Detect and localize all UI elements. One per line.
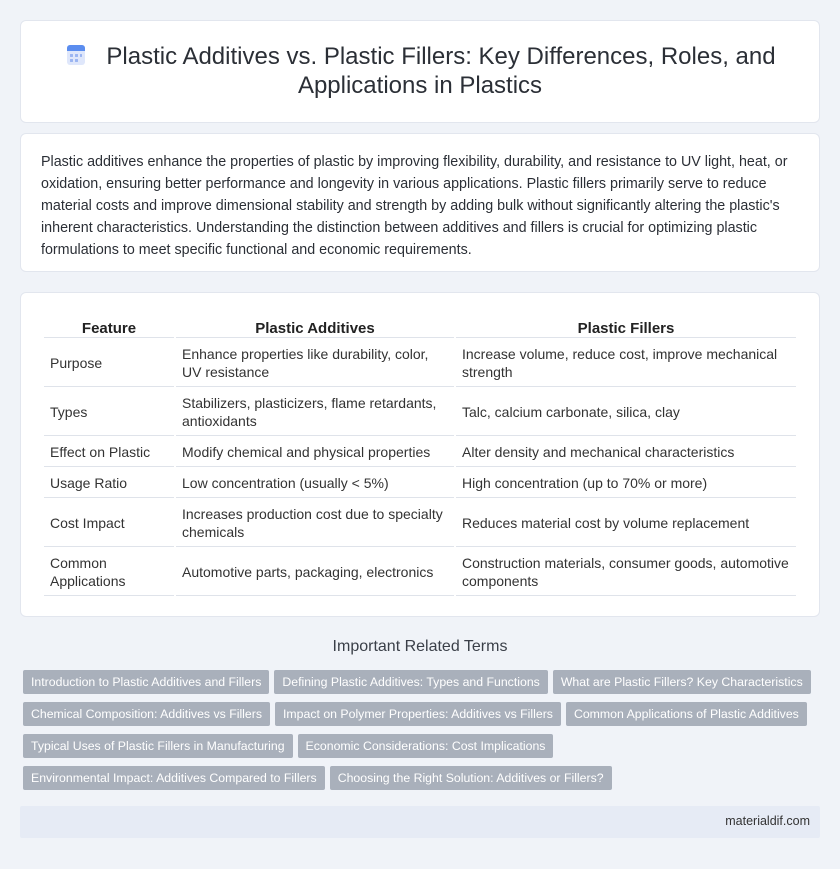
related-tag[interactable]: Chemical Composition: Additives vs Fillers: [23, 702, 270, 726]
related-tag[interactable]: Economic Considerations: Cost Implications: [298, 734, 554, 758]
title-card: [20, 20, 820, 123]
related-tag[interactable]: Defining Plastic Additives: Types and Functions: [274, 670, 547, 694]
table-row: [44, 389, 796, 436]
related-terms-title: Important Related Terms: [332, 638, 508, 655]
table-row: [44, 340, 796, 387]
table-row: [44, 500, 796, 547]
additives-cell: Enhance properties like durability, color, UV resistance: [176, 340, 454, 387]
feature-cell: Usage Ratio: [44, 469, 174, 498]
feature-cell: Cost Impact: [44, 500, 174, 547]
footer-site-link[interactable]: materialdif.com: [725, 814, 810, 828]
feature-cell: Types: [44, 389, 174, 436]
related-tag[interactable]: Introduction to Plastic Additives and Fillers: [23, 670, 269, 694]
title-line-1: Plastic Additives vs. Plastic Fillers: Key Differences, Roles, and: [106, 43, 776, 70]
header-feature: Feature: [44, 315, 174, 338]
title-line-2: Applications in Plastics: [297, 72, 543, 99]
table-row: [44, 549, 796, 596]
additives-cell: Automotive parts, packaging, electronics: [176, 549, 454, 596]
fillers-cell: Alter density and mechanical characteristics: [456, 438, 796, 467]
fillers-cell: Increase volume, reduce cost, improve mechanical strength: [456, 340, 796, 387]
table-row: [44, 469, 796, 498]
related-tag[interactable]: Impact on Polymer Properties: Additives vs Fillers: [275, 702, 561, 726]
header-additives: Plastic Additives: [176, 315, 454, 338]
comparison-table: [42, 313, 798, 598]
footer: [20, 806, 820, 838]
page-title: [21, 42, 819, 100]
additives-cell: Increases production cost due to specialty chemicals: [176, 500, 454, 547]
fillers-cell: Reduces material cost by volume replacement: [456, 500, 796, 547]
related-tag[interactable]: What are Plastic Fillers? Key Characteristics: [553, 670, 811, 694]
related-tags: [23, 670, 823, 798]
related-tag[interactable]: Choosing the Right Solution: Additives or Fillers?: [330, 766, 612, 790]
additives-cell: Modify chemical and physical properties: [176, 438, 454, 467]
table-row: [44, 438, 796, 467]
table-header-row: [44, 315, 796, 338]
feature-cell: Common Applications: [44, 549, 174, 596]
fillers-cell: High concentration (up to 70% or more): [456, 469, 796, 498]
fillers-cell: Talc, calcium carbonate, silica, clay: [456, 389, 796, 436]
intro-paragraph: Plastic additives enhance the properties of plastic by improving flexibility, durability, and resistance to UV light, heat, or oxidation, ensuring better performance and longevity in various applications. Plastic fillers primarily serve to reduce material costs and improve dimensional stability and strength by adding bulk without significantly altering the plastic's inherent characteristics. Understanding the distinction between additives and fillers is crucial for optimizing plastic formulations to meet specific functional and economic requirements.: [41, 154, 788, 258]
related-tag[interactable]: Environmental Impact: Additives Compared to Fillers: [23, 766, 325, 790]
fillers-cell: Construction materials, consumer goods, automotive components: [456, 549, 796, 596]
feature-cell: Effect on Plastic: [44, 438, 174, 467]
additives-cell: Stabilizers, plasticizers, flame retardants, antioxidants: [176, 389, 454, 436]
related-tag[interactable]: Typical Uses of Plastic Fillers in Manufacturing: [23, 734, 293, 758]
comparison-card: [20, 292, 820, 617]
related-tag[interactable]: Common Applications of Plastic Additives: [566, 702, 807, 726]
additives-cell: Low concentration (usually < 5%): [176, 469, 454, 498]
document-icon: [64, 43, 88, 67]
feature-cell: Purpose: [44, 340, 174, 387]
header-fillers: Plastic Fillers: [456, 315, 796, 338]
intro-card: [20, 133, 820, 272]
